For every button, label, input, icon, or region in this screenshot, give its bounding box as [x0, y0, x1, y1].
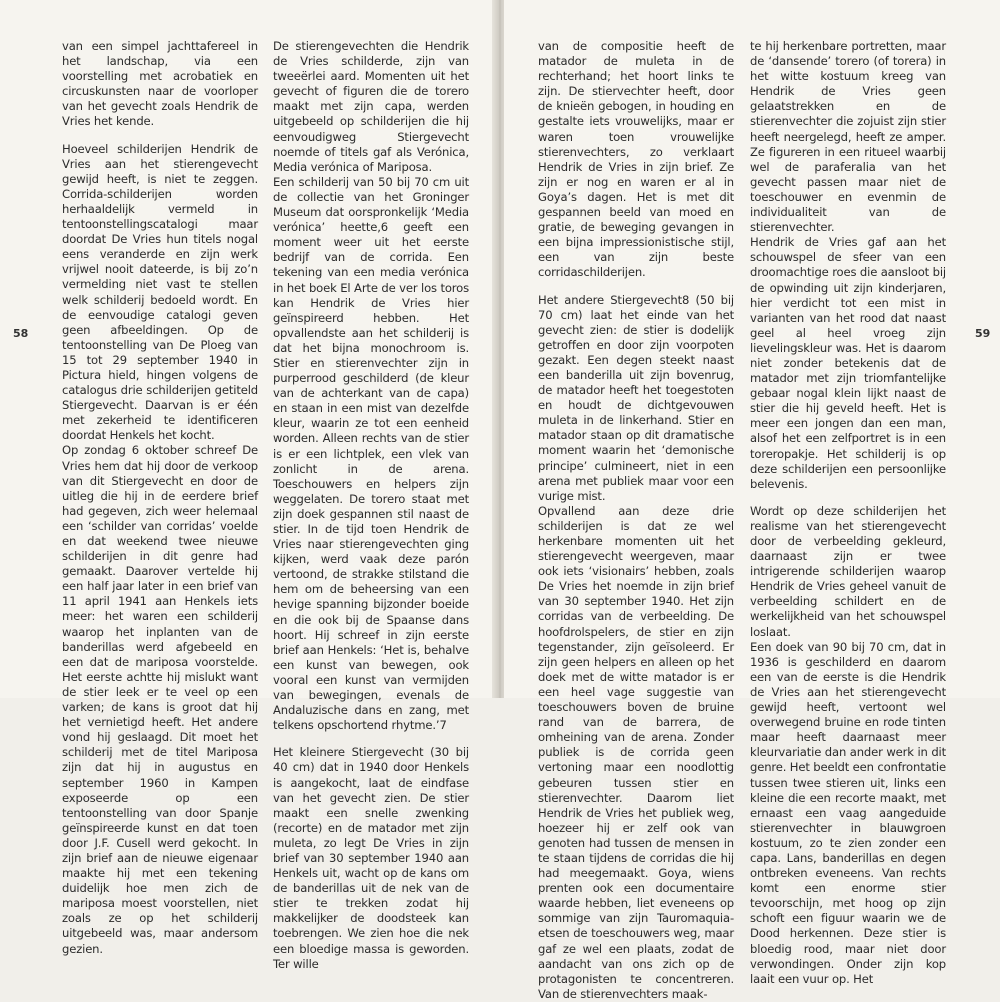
- paragraph: Opvallend aan deze drie schilderijen is dat ze wel herkenbare momenten uit het stierengevecht weergeven, maar ook iets ‘visionairs’ hebben, zoals De Vries het noemde in zijn brief van 30 september 1940. Het zijn corridas van de verbeelding. De hoofdrolspelers, de stier en zijn tegenstander, zijn geïsoleerd. Er zijn geen helpers en alleen op het doek met de witte matador is er een heel vage suggestie van toeschouwers boven de bruine rand van de barrera, de omheining van de arena. Zonder publiek is de corrida geen vertoning maar een noodlottig gebeuren tussen stier en stierenvechter. Daarom liet Hendrik de Vries het publiek weg, hoezeer hij er zelf ook van genoten had tussen de mensen in te staan tijdens de corridas die hij had meegemaakt. Goya, wiens prenten ook een documentaire waarde hebben, liet eveneens op sommige van zijn Tauromaquia-etsen de toeschouwers weg, maar gaf ze wel een plaats, zodat de aandacht van ons zich op de protagonisten te concentreren. Van de stierenvechters maak-: [538, 503, 734, 1001]
- right-page-column-1: [538, 39, 734, 1002]
- paragraph: Hendrik de Vries gaf aan het schouwspel de sfeer van een droomachtige roes die aansloot bij de opwinding uit zijn kinderjaren, hier verdicht tot een mist in varianten van het rood dat naast geel al heel vroeg zijn lievelingskleur was. Het is daarom niet zonder betekenis dat de matador met zijn triomfantelijke gebaar nogal klein lijkt naast de stier die hij geveld heeft. Het is meer een jongen dan een man, alsof het een zelfportret is in een toreropakje. Het schilderij is op deze schilderijen een persoonlijke belevenis.: [750, 235, 946, 491]
- paragraph: te hij herkenbare portretten, maar de ‘dansende’ torero (of torera) in het witte kostuum kreeg van Hendrik de Vries geen gelaatstrekken en de stierenvechter die zojuist zijn stier heeft neergelegd, heeft ze amper. Ze figureren in een ritueel waarbij wel de paraferalia van het gevecht passen maar niet de toeschouwer en evenmin de individualiteit van de stierenvechter.: [750, 39, 946, 235]
- paragraph: Een schilderij van 50 bij 70 cm uit de collectie van het Groninger Museum dat oorspronkelijk ‘Media verónica’ heette,6 geeft een moment weer uit het eerste bedrijf van de corrida. Een tekening van een media verónica in het boek El Arte de ver los toros kan Hendrik de Vries hier geïnspireerd hebben. Het opvallendste aan het schilderij is dat het bijna monochroom is. Stier en stierenvechter zijn in purperrood geschilderd (de kleur van de achterkant van de capa) en staan in een mist van dezelfde kleur, waarin ze tot een eenheid worden. Alleen rechts van de stier is er een lichtplek, een vlek van zonlicht in de arena. Toeschouwers en helpers zijn weggelaten. De torero staat met zijn doek gespannen stil naast de stier. In de tijd toen Hendrik de Vries naar stierengevechten ging kijken, werd vaak deze parón vertoond, de strakke stilstand die hem om de beheersing van een hevige spanning bijzonder boeide en die ook bij de Spaanse dans hoort. Hij schreef in zijn eerste brief aan Henkels: ‘Het is, behalve een kunst van bewegen, ook vooral een kunst van vermijden van bewegingen, evenals de Andaluzische dans en zang, met telkens opschortend rhytme.’7: [273, 174, 469, 733]
- right-page-column-2: [750, 39, 946, 987]
- paragraph: Het kleinere Stiergevecht (30 bij 40 cm) dat in 1940 door Henkels is aangekocht, laat de eindfase van het gevecht zien. De stier maakt een snelle zwenking (recorte) en de matador met zijn muleta, zo legt De Vries in zijn brief van 30 september 1940 aan Henkels uit, wacht op de kans om de banderillas uit de nek van de stier te trekken zodat hij makkelijker de doodsteek kan toebrengen. We zien hoe die nek een bloedige massa is geworden. Ter wille: [273, 745, 469, 971]
- paragraph: van een simpel jachttafereel in het landschap, via een voorstelling met acrobatiek en circuskunsten naar de voorloper van het gevecht zoals Hendrik de Vries het kende.: [62, 39, 258, 129]
- paragraph: Wordt op deze schilderijen het realisme van het stierengevecht door de verbeelding gekleurd, daarnaast zijn er twee intrigerende schilderijen waarop Hendrik de Vries geheel vanuit de verbeelding schildert en de werkelijkheid van het schouwspel loslaat.: [750, 503, 946, 639]
- paragraph: Op zondag 6 oktober schreef De Vries hem dat hij door de verkoop van dit Stiergevecht en door de uitleg die hij in de eerdere brief had gegeven, zich weer helemaal een ‘schilder van corridas’ voelde en dat weekend twee nieuwe schilderijen in dit genre had gemaakt. Daarover vertelde hij een half jaar later in een brief van 11 april 1941 aan Henkels iets meer: het waren een schilderij waarop het inplanten van de banderillas werd afgebeeld en een dat de mariposa voorstelde. Het eerste achtte hij mislukt want de stier leek er te veel op een varken; de kans is groot dat hij het vernietigd heeft. Het andere vond hij geslaagd. Dit moet het schilderij met de titel Mariposa zijn dat hij in augustus en september 1960 in Kampen exposeerde op een tentoonstelling van door Spanje geïnspireerde kunst en dat toen door J.F. Cusell werd gekocht. In zijn brief aan de nieuwe eigenaar maakte hij met een tekening duidelijk hoe men zich de mariposa moest voorstellen, niet zoals ze op het schilderij uitgebeeld was, maar andersom gezien.: [62, 443, 258, 956]
- left-page-column-1: [62, 39, 258, 957]
- paragraph: De stierengevechten die Hendrik de Vries schilderde, zijn van tweeërlei aard. Momenten uit het gevecht of figuren die de torero maakt met zijn capa, werden uitgebeeld op schilderijen die hij eenvoudigweg Stiergevecht noemde of titels gaf als Verónica, Media verónica of Mariposa.: [273, 39, 469, 174]
- left-page: [0, 0, 496, 971]
- paragraph: Het andere Stiergevecht8 (50 bij 70 cm) laat het einde van het gevecht zien: de stier is dodelijk getroffen en door zijn voorpoten gezakt. Een degen steekt naast een banderilla uit zijn bovenrug, de matador heeft het toegestoten en houdt de dichtgevouwen muleta in de linkerhand. Stier en matador staan op dit dramatische moment waarin het ‘demonische principe’ culmineert, niet in een arena met publiek maar voor een vurige mist.: [538, 292, 734, 503]
- page-number-right: 59: [975, 327, 991, 340]
- paragraph: Een doek van 90 bij 70 cm, dat in 1936 is geschilderd en daarom een van de eerste is die Hendrik de Vries aan het stierengevecht gewijd heeft, vertoont wel overwegend bruine en rode tinten maar heeft daarnaast meer kleurvariatie dan ander werk in dit genre. Het beeldt een confrontatie tussen twee stieren uit, links een kleine die een recorte maakt, met ernaast een vaag aangeduide stierenvechter in blauwgroen kostuum, zo te zien zonder een capa. Lans, banderillas en degen ontbreken eveneens. Van rechts komt een enorme stier tevoorschijn, met hoog op zijn schoft een figuur waarin we de Dood herkennen. Deze stier is bloedig rood, maar niet door verwondingen. Onder zijn kop laait een vuur op. Het: [750, 639, 946, 986]
- left-page-column-2: [273, 39, 469, 972]
- paragraph: Hoeveel schilderijen Hendrik de Vries aan het stierengevecht gewijd heeft, is niet te zeggen. Corrida-schilderijen worden herhaaldelijk vermeld in tentoonstellingscatalogi maar doordat De Vries hun titels nogal eens veranderde en zijn werk vrijwel nooit dateerde, is bij zo’n vermelding niet vast te stellen welk schilderij bedoeld wordt. En de eenvoudige catalogi geven geen afbeeldingen. Op de tentoonstelling van De Ploeg van 15 tot 29 september 1940 in Pictura hield, hingen volgens de catalogus drie schilderijen getiteld Stiergevecht. Daarvan is er één met zekerheid te identificeren doordat Henkels het kocht.: [62, 141, 258, 443]
- page-number-left: 58: [13, 327, 29, 340]
- paragraph: van de compositie heeft de matador de muleta in de rechterhand; het hoort links te zijn. De stiervechter heeft, door de knieën gebogen, in houding en gestalte iets vrouwelijks, maar er waren toen vrouwelijke stierenvechters, zo verklaart Hendrik de Vries in zijn brief. Ze zijn er nog en waren er al in Goya’s dagen. Het is met dit gespannen beeld van moed en gratie, de beweging gevangen in een bijna impressionistische stijl, een van zijn beste corridaschilderijen.: [538, 39, 734, 280]
